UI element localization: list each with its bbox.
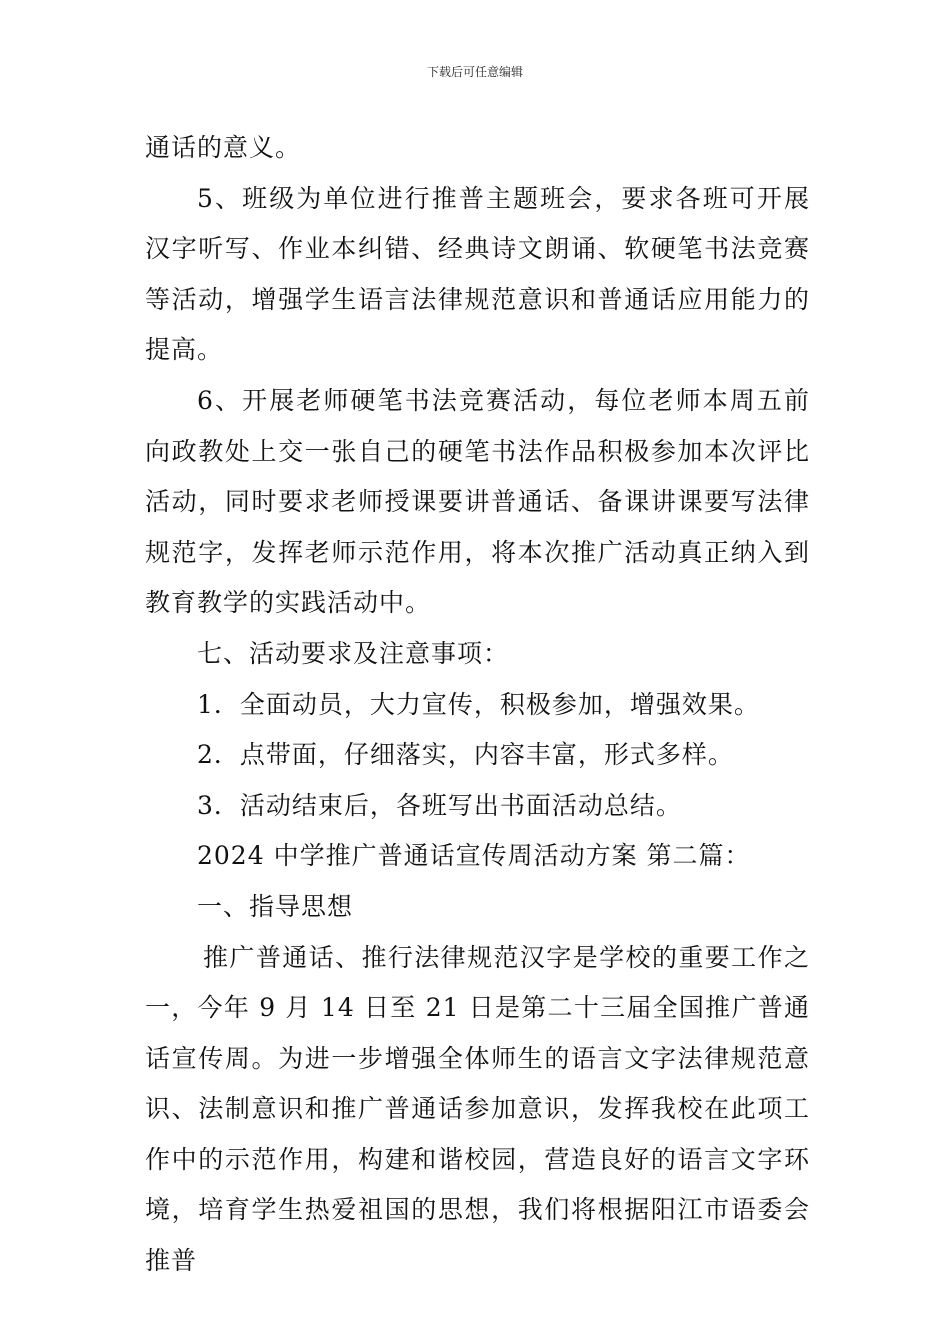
page-header-note: 下载后可任意编辑: [426, 65, 523, 79]
requirement-item-2: 2．点带面，仔细落实，内容丰富，形式多样。: [197, 740, 734, 770]
requirement-item-3: 3．活动结束后，各班写出书面活动总结。: [197, 790, 682, 820]
section-heading-1: 一、指导思想: [197, 891, 354, 921]
paragraph-item-6: 6、开展老师硬笔书法竞赛活动，每位老师本周五前向政教处上交一张自己的硬笔书法作品积极参加本次评比活动，同时要求老师授课要讲普通话、备课讲课要写法律规范字，发挥老师示范作用，将本次推广活动真正纳入到教育教学的实践活动中。: [145, 385, 810, 618]
continued-paragraph: 通话的意义。: [145, 133, 302, 162]
requirement-item-1: 1．全面动员，大力宣传，积极参加，增强效果。: [197, 689, 760, 719]
section-heading-7: 七、活动要求及注意事项：: [197, 638, 510, 668]
guiding-thought-paragraph: 推广普通话、推行法律规范汉字是学校的重要工作之一，今年 9 月 14 日至 21 日是第二十三届全国推广普通话宣传周。为进一步增强全体师生的语言文字法律规范意识、法制意识和推广普通话参加意识，发挥我校在此项工作中的示范作用，构建和谐校园，营造良好的语言文字环境，培育学生热爱祖国的思想，我们将根据阳江市语委会推普: [145, 942, 810, 1276]
paragraph-item-5: 5、班级为单位进行推普主题班会，要求各班可开展汉字听写、作业本纠错、经典诗文朗诵、软硬笔书法竞赛等活动，增强学生语言法律规范意识和普通话应用能力的提高。: [145, 183, 810, 365]
document-body: [145, 123, 810, 1287]
second-part-title: 2024 中学推广普通话宣传周活动方案 第二篇：: [197, 841, 751, 871]
